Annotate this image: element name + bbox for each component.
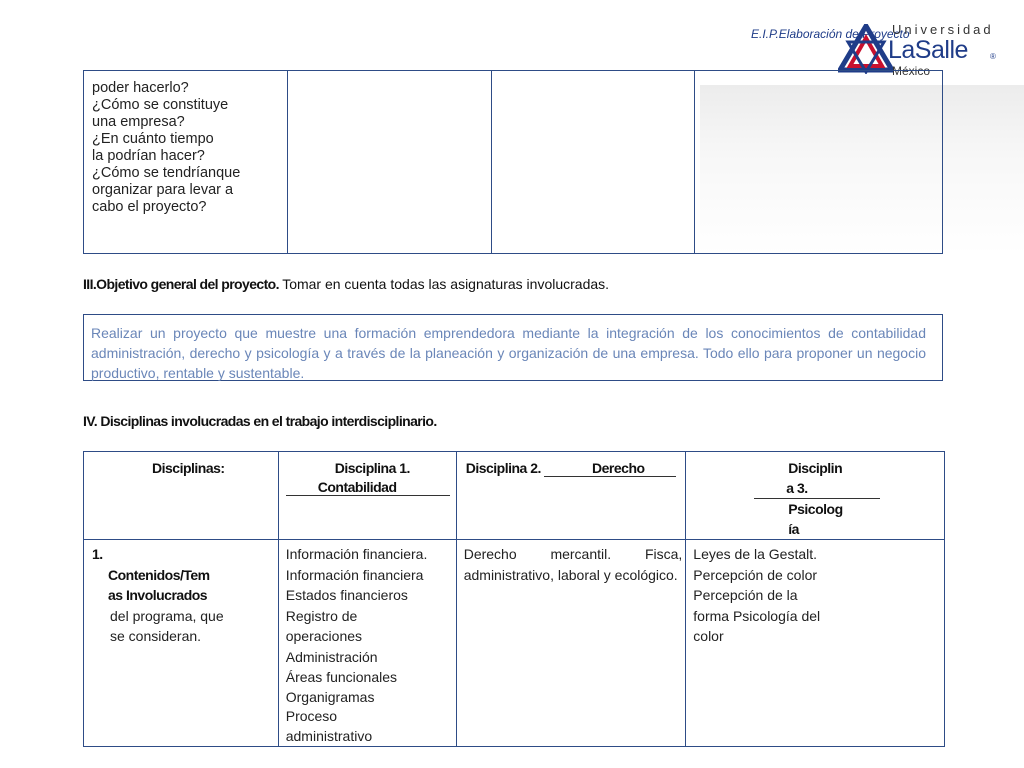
row-label-normal-1: del programa, que (110, 607, 224, 624)
logo-line-universidad: Universidad (892, 22, 994, 37)
objective-box (83, 314, 943, 381)
derecho-cell (456, 540, 686, 747)
empty-cell (287, 71, 491, 254)
list-item: color (693, 628, 724, 644)
question-line: una empresa? (92, 114, 185, 130)
psicologia-list (686, 540, 944, 647)
disciplina-3-name-line1: Psicolog (788, 501, 843, 517)
list-item: Áreas funcionales (285, 669, 398, 685)
header-disciplina-1 (278, 452, 456, 540)
list-item: operaciones (285, 628, 363, 644)
list-item: Proceso (285, 707, 338, 724)
questions-text (84, 71, 287, 216)
disciplina-2-label: Disciplina 2. (465, 460, 541, 476)
section-4-heading (83, 413, 437, 429)
list-item: Leyes de la Gestalt. (693, 546, 818, 562)
section-3-heading (83, 276, 609, 292)
question-line: ¿En cuánto tiempo (92, 131, 214, 147)
contabilidad-cell (278, 540, 456, 747)
list-item: Percepción de la (693, 587, 798, 603)
derecho-text: Derecho mercantil. Fisca, administrativo, laboral y ecológico. (463, 546, 683, 583)
disciplina-1-label: Disciplina 1. (334, 460, 410, 476)
question-line: ¿Cómo se constituye (92, 97, 229, 113)
row-number: 1. (92, 546, 103, 562)
lasalle-star-icon (838, 24, 894, 74)
logo-line-mexico: México (892, 64, 931, 78)
contabilidad-list (279, 540, 456, 746)
list-item: Estados financieros (285, 587, 408, 603)
disciplina-2-header (457, 452, 686, 477)
question-line: organizar para levar a (92, 182, 234, 198)
disciplina-3-name-line2: ía (788, 521, 799, 537)
questions-cell (84, 71, 288, 254)
list-item: Administración (285, 648, 378, 665)
list-item: Información financiera (285, 566, 424, 583)
question-line: poder hacerlo? (92, 80, 189, 96)
question-line: ¿Cómo se tendríanque (92, 165, 241, 181)
objective-text: Realizar un proyecto que muestre una formación emprendedora mediante la integración de los conocimientos de contabilidad administración, derecho y psicología y a través de la planeación y organización de una empresa. Todo ello para proponer un negocio productivo, rentable y sustentable. (91, 325, 926, 381)
section-3-title: III.Objetivo general del proyecto. (83, 276, 279, 292)
empty-cell (491, 71, 695, 254)
disciplina-3-label-line1: Disciplin (788, 460, 843, 476)
header-disciplina-3 (686, 452, 945, 540)
row-label (84, 540, 278, 647)
row-label-cell (84, 540, 279, 747)
empty-cell (695, 71, 943, 254)
header-disciplina-2 (456, 452, 686, 540)
list-item: Organigramas (285, 688, 375, 705)
list-item: forma Psicología del (693, 607, 821, 624)
disciplina-2-name: Derecho (544, 460, 676, 477)
list-item: Información financiera. (285, 546, 428, 562)
registered-mark: ® (990, 52, 996, 61)
header-disciplinas (84, 452, 279, 540)
disciplina-1-name: Contabilidad (286, 479, 450, 496)
row-label-bold-2: as Involucrados (108, 587, 208, 603)
question-line: cabo el proyecto? (92, 199, 207, 215)
list-item: administrativo (285, 727, 373, 744)
header-disciplinas-label: Disciplinas: (152, 460, 225, 476)
course-title: E.I.P.Elaboración de Proyecto (751, 27, 910, 41)
row-label-normal-2: se consideran. (110, 628, 202, 644)
questions-table (83, 70, 943, 254)
disciplina-3-label-line2: a 3. (754, 478, 880, 499)
section-4-title: IV. Disciplinas involucradas en el trabajo interdisciplinario. (83, 413, 437, 429)
list-item: Percepción de color (693, 566, 818, 583)
question-line: la podrían hacer? (92, 148, 205, 164)
list-item: Registro de (285, 607, 358, 624)
row-label-bold-1: Contenidos/Tem (108, 566, 210, 583)
logo-wordmark: LaSalle (888, 36, 968, 64)
section-3-instruction: Tomar en cuenta todas las asignaturas involucradas. (282, 276, 610, 292)
disciplines-table (83, 451, 945, 747)
psicologia-cell (686, 540, 945, 747)
